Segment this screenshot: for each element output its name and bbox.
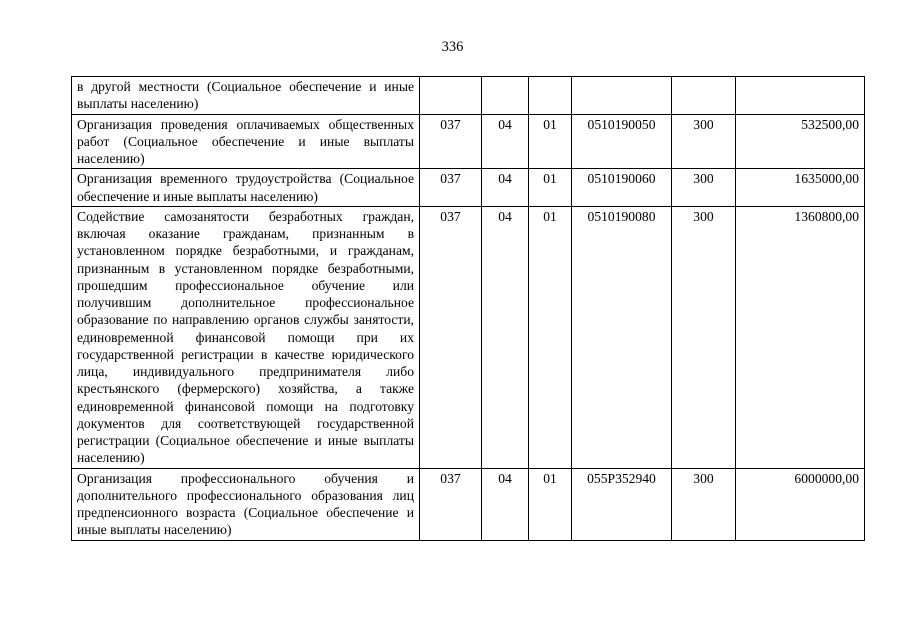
table-row: [72, 468, 865, 540]
subsection-code: [529, 77, 572, 115]
row-description: Организация профессионального обучения и дополнительного профессионального образования лиц предпенсионного возраста (Социальное обеспечение и иные выплаты населению): [72, 468, 420, 540]
target-article-code: 0510190050: [572, 114, 672, 169]
amount: [736, 77, 865, 115]
row-description: в другой местности (Социальное обеспечение и иные выплаты населению): [72, 77, 420, 115]
ministry-code: [420, 77, 482, 115]
expense-type-code: [672, 77, 736, 115]
section-code: 04: [482, 169, 529, 207]
table-row: [72, 206, 865, 468]
page-number: 336: [441, 39, 464, 55]
table-row: [72, 114, 865, 169]
target-article-code: 0510190080: [572, 206, 672, 468]
amount: 532500,00: [736, 114, 865, 169]
row-description: Содействие самозанятости безработных граждан, включая оказание гражданам, признанным в установленном порядке безработными, и гражданам, признанным в установленном порядке безработными, прошедшим профессиональное обучение или получившим дополнительное профессиональное образование по направлению органов службы занятости, единовременной финансовой помощи при их государственной регистрации в качестве юридического лица, индивидуального предпринимателя либо крестьянского (фермерского) хозяйства, а также единовременной финансовой помощи на подготовку документов для соответствующей государственной регистрации (Социальное обеспечение и иные выплаты населению): [72, 206, 420, 468]
expense-type-code: 300: [672, 206, 736, 468]
section-code: 04: [482, 468, 529, 540]
section-code: 04: [482, 206, 529, 468]
ministry-code: 037: [420, 468, 482, 540]
subsection-code: 01: [529, 169, 572, 207]
subsection-code: 01: [529, 468, 572, 540]
target-article-code: [572, 77, 672, 115]
target-article-code: 0510190060: [572, 169, 672, 207]
table-row: [72, 77, 865, 115]
row-description: Организация проведения оплачиваемых общественных работ (Социальное обеспечение и иные выплаты населению): [72, 114, 420, 169]
section-code: 04: [482, 114, 529, 169]
amount: 6000000,00: [736, 468, 865, 540]
budget-table: [71, 76, 865, 541]
section-code: [482, 77, 529, 115]
ministry-code: 037: [420, 169, 482, 207]
subsection-code: 01: [529, 114, 572, 169]
ministry-code: 037: [420, 114, 482, 169]
expense-type-code: 300: [672, 169, 736, 207]
table-row: [72, 169, 865, 207]
subsection-code: 01: [529, 206, 572, 468]
ministry-code: 037: [420, 206, 482, 468]
expense-type-code: 300: [672, 468, 736, 540]
amount: 1635000,00: [736, 169, 865, 207]
amount: 1360800,00: [736, 206, 865, 468]
target-article-code: 055P352940: [572, 468, 672, 540]
expense-type-code: 300: [672, 114, 736, 169]
row-description: Организация временного трудоустройства (Социальное обеспечение и иные выплаты населению): [72, 169, 420, 207]
